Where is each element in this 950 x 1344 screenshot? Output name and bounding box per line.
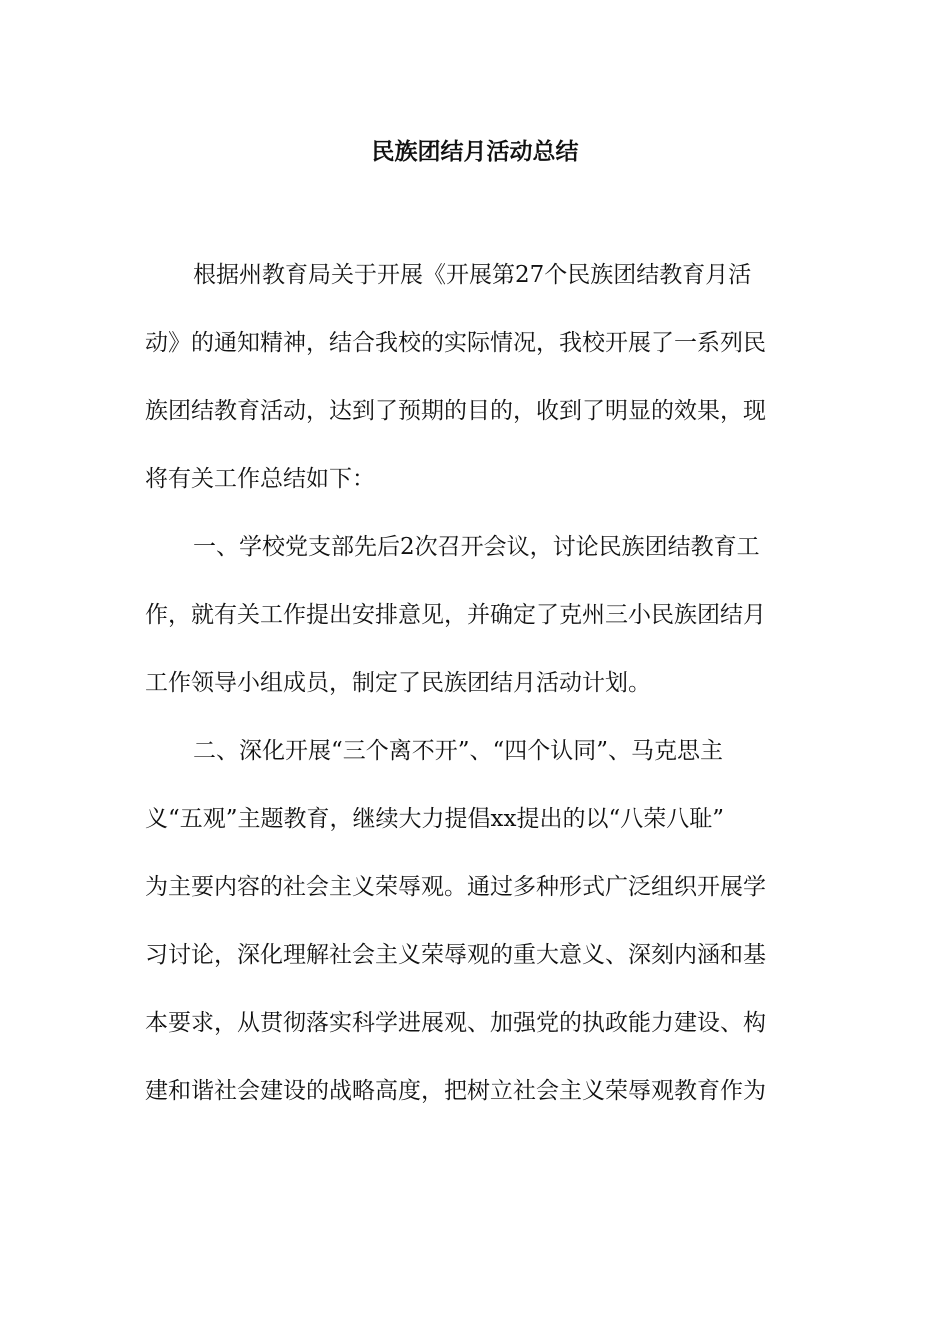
paragraph-line: 族团结教育活动，达到了预期的目的，收到了明显的效果，现 (145, 398, 766, 424)
document-body (145, 257, 807, 1141)
paragraph-line: 义“五观”主题教育，继续大力提倡xx提出的以“八荣八耻” (145, 806, 724, 832)
document-title: 民族团结月活动总结 (371, 138, 579, 165)
paragraph-line: 建和谐社会建设的战略高度，把树立社会主义荣辱观教育作为 (145, 1078, 766, 1104)
paragraph-section-one (145, 529, 807, 701)
paragraph-intro (145, 257, 807, 497)
paragraph-line: 本要求，从贯彻落实科学进展观、加强党的执政能力建设、构 (145, 1010, 766, 1036)
paragraph-line: 将有关工作总结如下： (145, 466, 375, 492)
paragraph-section-two (145, 733, 807, 1109)
paragraph-line: 动》的通知精神，结合我校的实际情况，我校开展了一系列民 (145, 330, 766, 356)
paragraph-line: 习讨论，深化理解社会主义荣辱观的重大意义、深刻内涵和基 (145, 942, 766, 968)
paragraph-line: 根据州教育局关于开展《开展第27个民族团结教育月活 (193, 262, 752, 288)
paragraph-line: 二、深化开展“三个离不开”、“四个认同”、马克思主 (193, 738, 724, 764)
paragraph-line: 为主要内容的社会主义荣辱观。通过多种形式广泛组织开展学 (145, 874, 766, 900)
paragraph-line: 作，就有关工作提出安排意见，并确定了克州三小民族团结月 (145, 602, 766, 628)
paragraph-line: 一、学校党支部先后2次召开会议，讨论民族团结教育工 (193, 534, 760, 560)
paragraph-line: 工作领导小组成员，制定了民族团结月活动计划。 (145, 670, 651, 696)
